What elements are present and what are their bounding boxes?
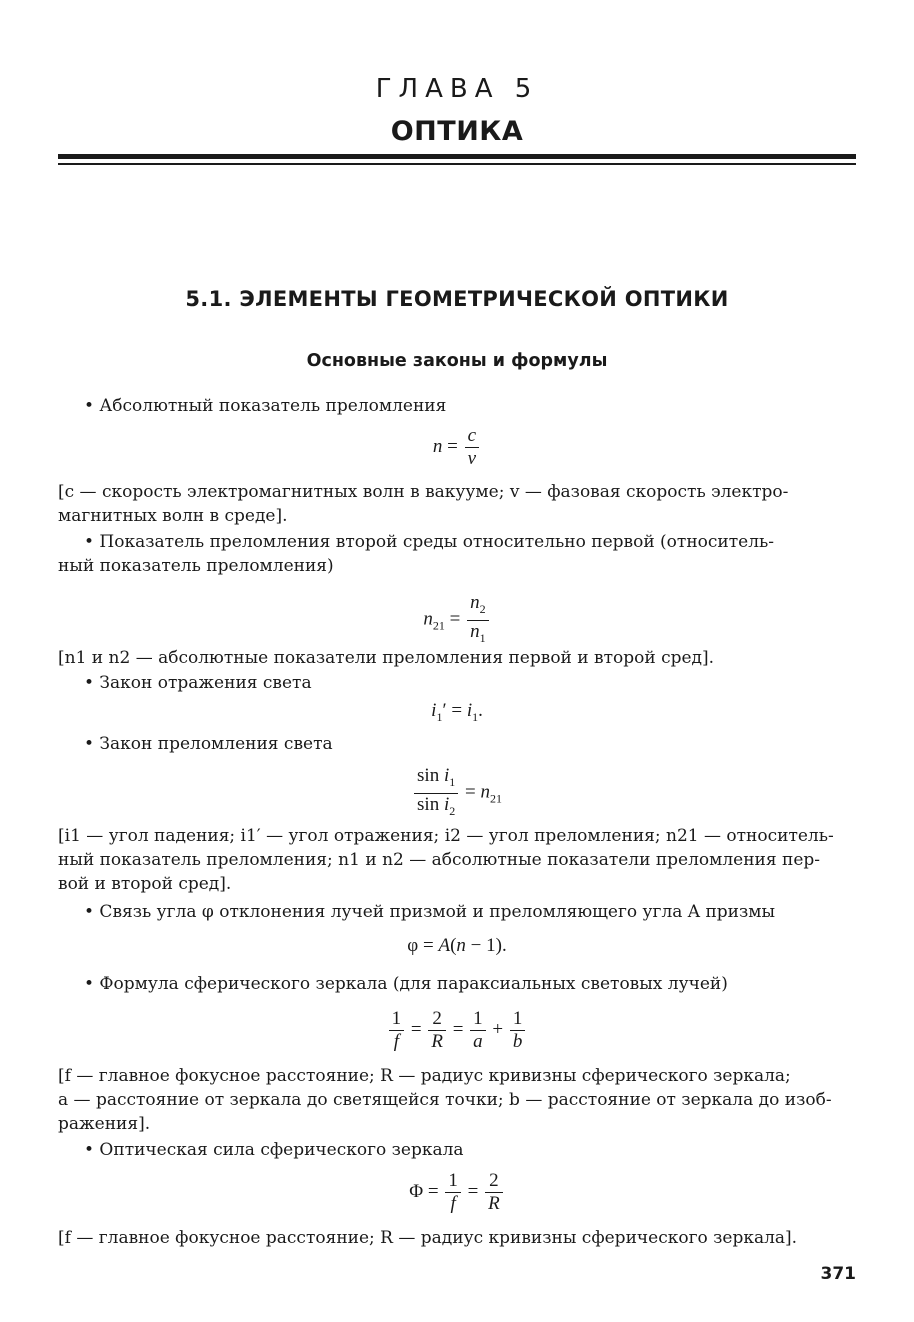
paragraph-reflection-law: • Закон отражения света: [84, 673, 312, 693]
paragraph-relative-index-1: • Показатель преломления второй среды относительно первой (относитель-: [84, 532, 775, 552]
header-rule-thick: [58, 154, 856, 159]
paragraph-mirror-def-2: a — расстояние от зеркала до светящейся точки; b — расстояние от зеркала до изоб-: [58, 1090, 832, 1110]
paragraph-relative-index-2: ный показатель преломления): [58, 556, 334, 576]
formula-relative-index: $n_{21}$ = $\frac{n_2}{n_1}$: [0, 592, 914, 649]
paragraph-mirror-def-3: ражения].: [58, 1114, 151, 1134]
formula-refractive-index: n = $\frac{c}{v}$: [0, 425, 914, 470]
page-number: 371: [820, 1264, 856, 1284]
formula-snell-law: $\frac{\sin i_1}{\sin i_2}$ = $n_{21}$: [0, 765, 914, 822]
paragraph-optical-power-def: [f — главное фокусное расстояние; R — радиус кривизны сферического зеркала].: [58, 1228, 798, 1248]
paragraph-n1-n2-def: [n1 и n2 — абсолютные показатели преломления первой и второй сред].: [58, 648, 715, 668]
paragraph-optical-power: • Оптическая сила сферического зеркала: [84, 1140, 464, 1160]
paragraph-c-v-def-1: [c — скорость электромагнитных волн в вакууме; v — фазовая скорость электро-: [58, 482, 789, 502]
formula-prism-deviation: φ = A(n − 1).: [407, 935, 507, 956]
paragraph-angles-def-1: [i1 — угол падения; i1′ — угол отражения; i2 — угол преломления; n21 — относитель-: [58, 826, 834, 846]
paragraph-c-v-def-2: магнитных волн в среде].: [58, 506, 288, 526]
paragraph-absolute-index: • Абсолютный показатель преломления: [84, 396, 447, 416]
paragraph-prism-deviation: • Связь угла φ отклонения лучей призмой и преломляющего угла A призмы: [84, 902, 776, 922]
chapter-title: ОПТИКА: [390, 116, 524, 147]
header-rule-thin: [58, 163, 856, 165]
chapter-label: ГЛАВА 5: [375, 74, 539, 104]
formula-optical-power: Φ = $\frac{1}{f}$ = $\frac{2}{R}$: [0, 1170, 914, 1215]
section-title: 5.1. ЭЛЕМЕНТЫ ГЕОМЕТРИЧЕСКОЙ ОПТИКИ: [185, 287, 729, 311]
paragraph-refraction-law: • Закон преломления света: [84, 734, 333, 754]
paragraph-angles-def-2: ный показатель преломления; n1 и n2 — абсолютные показатели преломления пер-: [58, 850, 821, 870]
formula-reflection-law: $i_1' = i_1$.: [431, 700, 483, 724]
paragraph-angles-def-3: вой и второй сред].: [58, 874, 232, 894]
paragraph-mirror-def-1: [f — главное фокусное расстояние; R — радиус кривизны сферического зеркала;: [58, 1066, 791, 1086]
subsection-title: Основные законы и формулы: [306, 351, 608, 371]
formula-spherical-mirror: $\frac{1}{f}$ = $\frac{2}{R}$ = $\frac{1}{a}$ + $\frac{1}{b}$: [0, 1008, 914, 1053]
paragraph-mirror-formula: • Формула сферического зеркала (для параксиальных световых лучей): [84, 974, 728, 994]
